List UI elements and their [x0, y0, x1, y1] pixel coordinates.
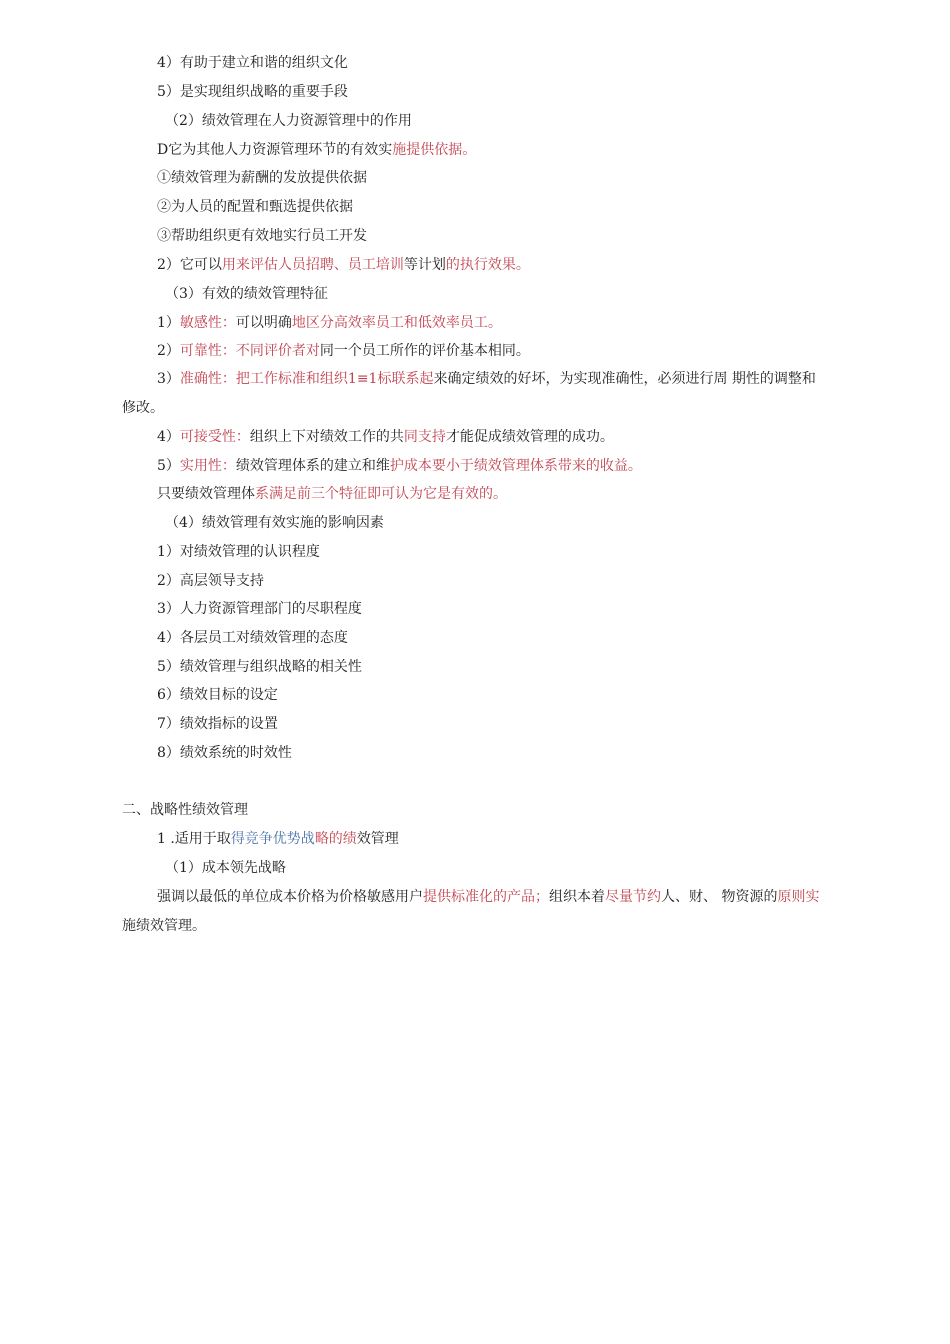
- text-run: 强调以最低的单位成本价格为价格敏感用户: [157, 889, 423, 905]
- item-sensitivity: [157, 313, 502, 333]
- factor-item: [157, 571, 264, 591]
- factor-item: [157, 714, 278, 734]
- text-run-highlight: 地区分高效率员工和低效率员工。: [291, 315, 502, 331]
- text-run: 只要绩效管理体: [157, 486, 255, 502]
- text-run: 组织上下对绩效工作的共: [249, 429, 404, 445]
- text-run: 才能促成绩效管理的成功。: [445, 429, 614, 445]
- item-competitive-strategy: [157, 829, 399, 849]
- text-run: 5）: [157, 458, 180, 474]
- subheading-cost-leadership: [165, 858, 286, 878]
- text-run: 效管理: [356, 831, 399, 847]
- item-accuracy: [122, 365, 822, 423]
- text-run-highlight: 尽量节约: [605, 889, 661, 905]
- text-run: 同一个员工所作的评价基本相同。: [319, 343, 530, 359]
- subheading-influencing-factors: [165, 513, 384, 533]
- text-run: 3）人力资源管理部门的尽职程度: [157, 601, 362, 617]
- text-run: 1）对绩效管理的认识程度: [157, 544, 320, 560]
- text-run: ①绩效管理为薪酬的发放提供依据: [157, 170, 367, 186]
- subheading-role-in-hrm: [165, 111, 412, 131]
- text-run: 施绩效管理。: [122, 918, 206, 934]
- factor-item: [157, 685, 278, 705]
- text-run-highlight: 实用性：: [179, 458, 236, 474]
- text-run-highlight: 可接受性：: [179, 429, 250, 445]
- text-run: 2）高层领导支持: [157, 573, 264, 589]
- item-harmonious-culture: [157, 53, 348, 73]
- item-reliability: [157, 341, 530, 361]
- factor-item: [157, 743, 292, 763]
- text-run: ③帮助组织更有效地实行员工开发: [157, 228, 367, 244]
- item-basis-for-hr-links: [157, 140, 476, 160]
- text-run: ②为人员的配置和甄选提供依据: [157, 199, 353, 215]
- text-run: 二、战略性绩效管理: [122, 802, 248, 818]
- text-run: 3）: [157, 371, 180, 387]
- text-run: 等计划: [403, 257, 446, 273]
- text-run: 5）是实现组织战略的重要手段: [157, 84, 348, 100]
- text-run: 人、财、 物资源的: [661, 889, 778, 905]
- text-run: 5）绩效管理与组织战略的相关性: [157, 659, 362, 675]
- text-run-highlight: 提供标准化的产品；: [423, 889, 549, 905]
- section-heading-strategic-performance: [122, 800, 248, 820]
- text-run: （2）绩效管理在人力资源管理中的作用: [165, 113, 412, 129]
- subheading-effective-features: [165, 284, 328, 304]
- text-run: 2）: [157, 343, 180, 359]
- text-run-highlight: 略的绩: [314, 831, 357, 847]
- subitem-development: [157, 226, 367, 246]
- paragraph-cost-leadership: [122, 883, 822, 941]
- text-run-highlight: 准确性：把工作标准和组织1≡1标联系起: [179, 371, 434, 387]
- factor-item: [157, 599, 362, 619]
- text-run: （3）有效的绩效管理特征: [165, 286, 328, 302]
- item-acceptability: [157, 427, 614, 447]
- text-run: 绩效管理体系的建立和维: [235, 458, 390, 474]
- text-run-highlight: 护成本要小于绩效管理体系带来的收益。: [389, 458, 642, 474]
- item-evaluate-plans: [157, 255, 530, 275]
- text-run: 来确定绩效的好坏，为实现准确性，必须进行周 期性的调整和修改。: [122, 371, 816, 416]
- text-run-highlight: 同支持: [403, 429, 446, 445]
- text-run: 1 .适用于取: [157, 831, 231, 847]
- text-run-highlight: 用来评估人员招聘、员工培训: [221, 257, 404, 273]
- text-run-highlight: 系满足前三个特征即可认为它是有效的。: [255, 486, 507, 502]
- note-first-three-features: [157, 484, 507, 504]
- text-run: 可以明确: [235, 315, 292, 331]
- factor-item: [157, 542, 320, 562]
- text-run: 4）: [157, 429, 180, 445]
- item-practicality: [157, 456, 642, 476]
- text-run-highlight: 原则实: [777, 889, 820, 905]
- text-run: 1）: [157, 315, 180, 331]
- subitem-compensation: [157, 168, 367, 188]
- text-run: 组织本着: [549, 889, 605, 905]
- text-run-highlight: 的执行效果。: [445, 257, 530, 273]
- text-run: 4）各层员工对绩效管理的态度: [157, 630, 348, 646]
- text-run: （4）绩效管理有效实施的影响因素: [165, 515, 384, 531]
- text-run: 2）它可以: [157, 257, 222, 273]
- text-run: 7）绩效指标的设置: [157, 716, 278, 732]
- text-run: 6）绩效目标的设定: [157, 687, 278, 703]
- subitem-staffing: [157, 197, 353, 217]
- text-run: D它为其他人力资源管理环节的有效实: [157, 142, 393, 158]
- text-run-highlight: 敏感性：: [179, 315, 236, 331]
- factor-item: [157, 628, 348, 648]
- text-run: 4）有助于建立和谐的组织文化: [157, 55, 348, 71]
- text-run-highlight: 施提供依据。: [392, 142, 477, 158]
- item-strategy-means: [157, 82, 348, 102]
- text-run: （1）成本领先战略: [165, 860, 286, 876]
- text-run-highlight-blue: 得竞争优势战: [230, 831, 315, 847]
- text-run-highlight: 可靠性：不同评价者对: [179, 343, 320, 359]
- text-run: 8）绩效系统的时效性: [157, 745, 292, 761]
- factor-item: [157, 657, 362, 677]
